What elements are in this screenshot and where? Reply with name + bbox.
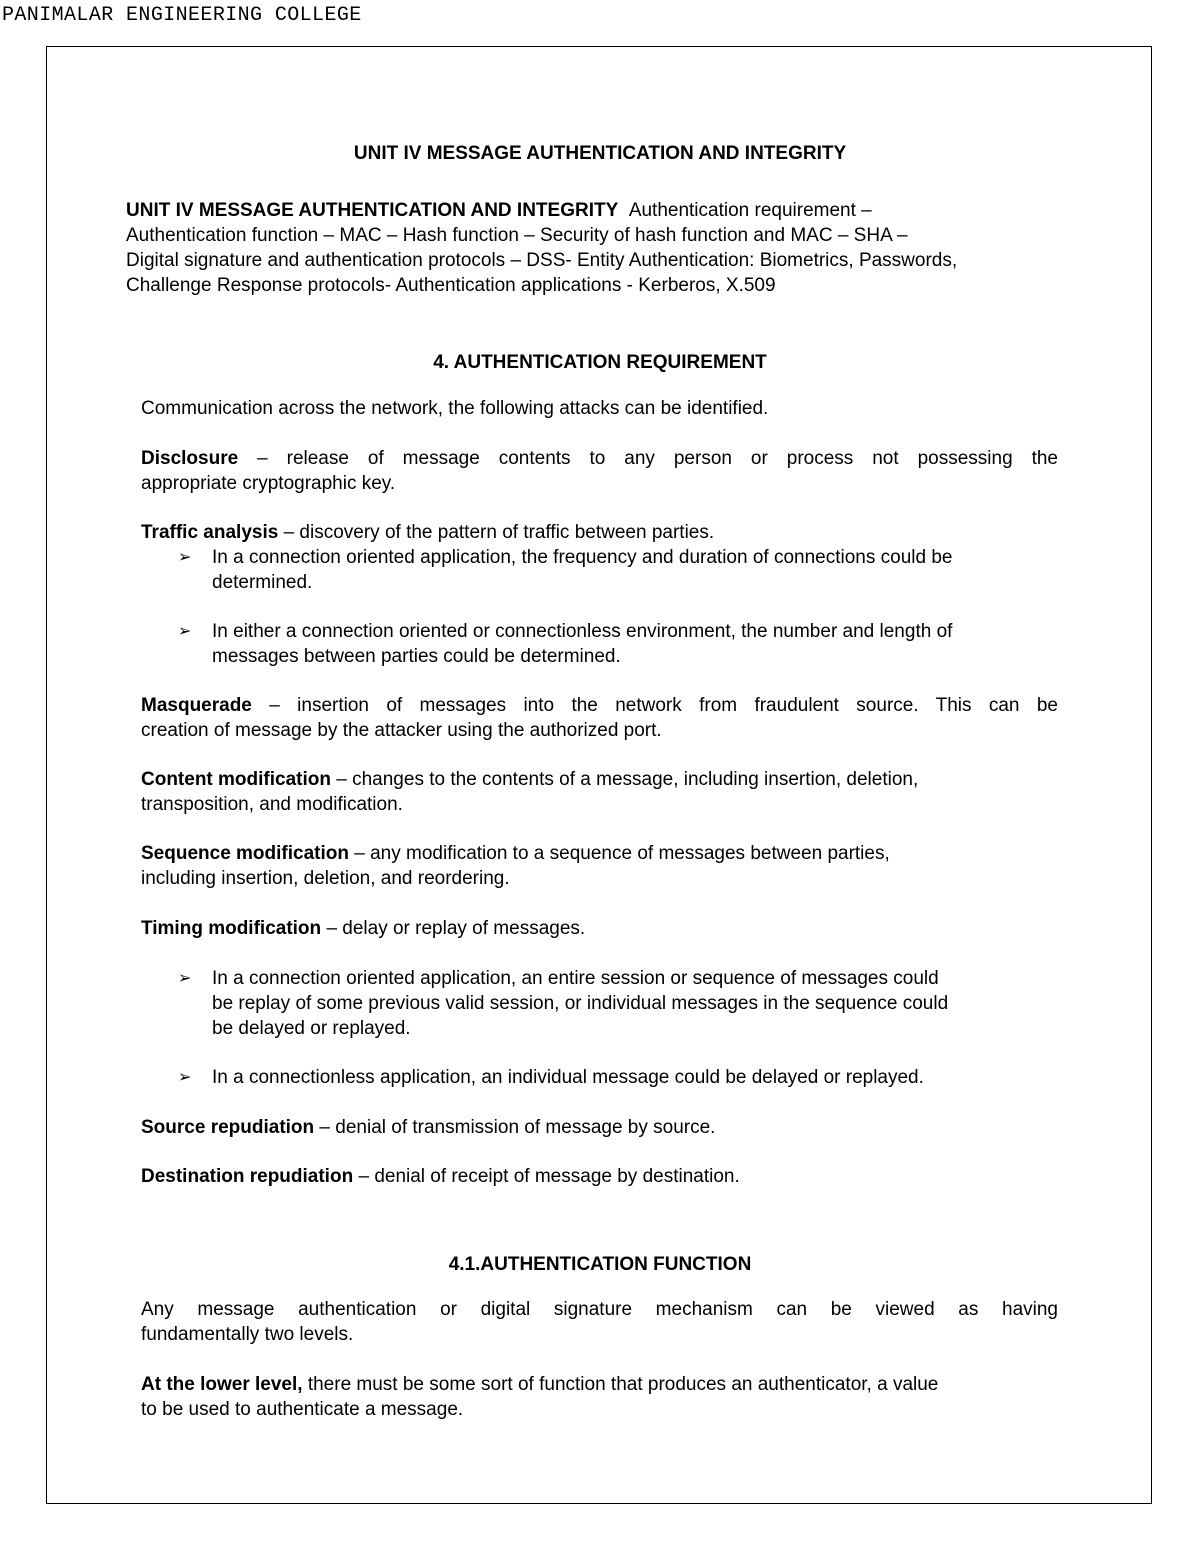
syllabus-line-1 <box>126 198 872 223</box>
bullet-arrow-icon: ➢ <box>178 970 192 987</box>
traffic-analysis-term: Traffic analysis <box>141 522 279 543</box>
sequence-mod-line-1 <box>141 841 890 866</box>
section-4-1-para-line-2: fundamentally two levels. <box>141 1324 354 1345</box>
source-repudiation-text: – denial of transmission of message by source. <box>319 1117 716 1138</box>
traffic-bullet-2-line-2: messages between parties could be determined. <box>212 646 621 667</box>
traffic-analysis-text: – discovery of the pattern of traffic between parties. <box>283 522 715 543</box>
sequence-mod-line-2: including insertion, deletion, and reordering. <box>141 868 510 889</box>
syllabus-bold: UNIT IV MESSAGE AUTHENTICATION AND INTEGRITY <box>126 200 619 221</box>
section-4-intro: Communication across the network, the following attacks can be identified. <box>141 398 769 419</box>
section-4-1-title: 4.1.AUTHENTICATION FUNCTION <box>448 1254 752 1275</box>
destination-repudiation-term: Destination repudiation <box>141 1166 354 1187</box>
disclosure-line-2: appropriate cryptographic key. <box>141 473 396 494</box>
source-repudiation-term: Source repudiation <box>141 1117 315 1138</box>
disclosure-line-1 <box>141 446 1058 471</box>
traffic-bullet-1-line-2: determined. <box>212 572 313 593</box>
lower-level-term: At the lower level, <box>141 1374 303 1395</box>
unit-title: UNIT IV MESSAGE AUTHENTICATION AND INTEGRITY <box>353 143 847 164</box>
sequence-mod-text: – any modification to a sequence of messages between parties, <box>354 843 890 864</box>
syllabus-text-1: Authentication requirement – <box>628 200 872 221</box>
lower-level-text: there must be some sort of function that produces an authenticator, a value <box>307 1374 939 1395</box>
disclosure-text: – release of message contents to any person or process not possessing the <box>257 448 1058 469</box>
timing-bullet-1-line-3: be delayed or replayed. <box>212 1018 411 1039</box>
destination-repudiation-line <box>141 1164 740 1189</box>
destination-repudiation-text: – denial of receipt of message by destination. <box>358 1166 740 1187</box>
content-mod-term: Content modification <box>141 769 331 790</box>
lower-level-line-1 <box>141 1372 938 1397</box>
masquerade-line-1 <box>141 693 1058 718</box>
page-header: PANIMALAR ENGINEERING COLLEGE <box>2 4 362 27</box>
traffic-analysis-line <box>141 520 714 545</box>
timing-bullet-1-line-2: be replay of some previous valid session, or individual messages in the sequence could <box>212 993 949 1014</box>
timing-mod-term: Timing modification <box>141 918 322 939</box>
syllabus-line-3: Digital signature and authentication protocols – DSS- Entity Authentication: Biometrics, Passwords, <box>126 250 958 271</box>
content-mod-line-2: transposition, and modification. <box>141 794 403 815</box>
section-4-title: 4. AUTHENTICATION REQUIREMENT <box>433 352 767 373</box>
syllabus-line-2: Authentication function – MAC – Hash function – Security of hash function and MAC – SHA – <box>126 225 908 246</box>
section-4-1-para-line-1: Any message authentication or digital signature mechanism can be viewed as having <box>141 1299 1058 1320</box>
masquerade-term: Masquerade <box>141 695 252 716</box>
disclosure-term: Disclosure <box>141 448 239 469</box>
content-mod-line-1 <box>141 767 918 792</box>
content-mod-text: – changes to the contents of a message, including insertion, deletion, <box>336 769 919 790</box>
timing-bullet-2-line-1: In a connectionless application, an individual message could be delayed or replayed. <box>212 1067 924 1088</box>
traffic-bullet-1-line-1: In a connection oriented application, the frequency and duration of connections could be <box>212 547 953 568</box>
sequence-mod-term: Sequence modification <box>141 843 349 864</box>
source-repudiation-line <box>141 1115 715 1140</box>
masquerade-line-2: creation of message by the attacker using the authorized port. <box>141 720 662 741</box>
syllabus-line-4: Challenge Response protocols- Authentication applications - Kerberos, X.509 <box>126 275 776 296</box>
traffic-bullet-2-line-1: In either a connection oriented or connectionless environment, the number and length of <box>212 621 953 642</box>
bullet-arrow-icon: ➢ <box>178 623 192 640</box>
bullet-arrow-icon: ➢ <box>178 1069 192 1086</box>
timing-bullet-1-line-1: In a connection oriented application, an entire session or sequence of messages could <box>212 968 939 989</box>
timing-mod-text: – delay or replay of messages. <box>326 918 586 939</box>
masquerade-text: – insertion of messages into the network from fraudulent source. This can be <box>269 695 1058 716</box>
lower-level-line-2: to be used to authenticate a message. <box>141 1399 464 1420</box>
timing-mod-line <box>141 916 585 941</box>
bullet-arrow-icon: ➢ <box>178 549 192 566</box>
